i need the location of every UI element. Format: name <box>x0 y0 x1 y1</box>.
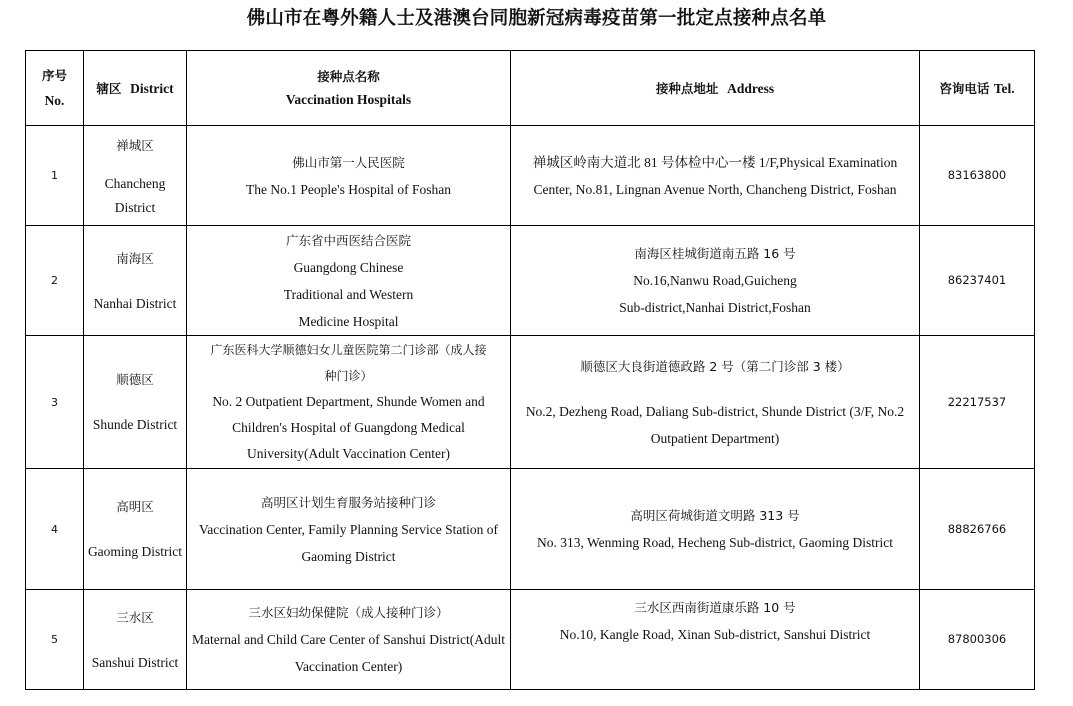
district-en: Shunde District <box>92 417 178 432</box>
address-line: Sub-district,Nanhai District,Foshan <box>619 300 811 315</box>
row-address <box>511 336 920 469</box>
address-line: No. 313, Wenming Road, Hecheng Sub-district, Gaoming District <box>537 535 893 550</box>
hospital-name-cn: 广东省中西医结合医院 <box>285 232 411 248</box>
row-district <box>84 590 187 690</box>
hospital-name-en: Vaccination Center) <box>294 659 403 674</box>
header-tel <box>920 51 1035 126</box>
row-district <box>84 226 187 336</box>
header-district <box>84 51 187 126</box>
table-row <box>26 226 1035 336</box>
hospital-name-en: The No.1 People's Hospital of Foshan <box>246 181 451 197</box>
header-no <box>26 51 84 126</box>
address-line: 南海区桂城街道南五路 16 号 <box>634 246 796 261</box>
hospital-name-en: Gaoming District <box>301 548 396 564</box>
hospital-name-en: Guangdong Chinese <box>293 259 404 275</box>
district-cn: 南海区 <box>116 250 154 266</box>
row-hospital <box>187 226 511 336</box>
row-district <box>84 336 187 469</box>
row-hospital <box>187 336 511 469</box>
hospital-name-cn: 三水区妇幼保健院（成人接种门诊） <box>248 605 449 620</box>
row-tel: 88826766 <box>920 469 1035 590</box>
row-no: 1 <box>26 126 84 226</box>
hospital-name-en: Vaccination Center, Family Planning Service Station of <box>198 521 499 537</box>
address-line: 高明区荷城街道文明路 313 号 <box>630 508 800 523</box>
row-tel: 83163800 <box>920 126 1035 226</box>
hospital-name-en: Children's Hospital of Guangdong Medical <box>232 420 465 435</box>
district-cn: 禅城区 <box>116 137 154 153</box>
hospital-name-cn: 佛山市第一人民医院 <box>292 154 405 170</box>
header-hospital-en: Vaccination Hospitals <box>285 92 412 107</box>
row-hospital <box>187 469 511 590</box>
hospital-name-en: Traditional and Western <box>283 286 414 302</box>
row-hospital <box>187 126 511 226</box>
header-no-cn: 序号 <box>41 68 67 83</box>
row-no: 2 <box>26 226 84 336</box>
address-line: No.10, Kangle Road, Xinan Sub-district, Sanshui District <box>559 627 871 642</box>
row-tel: 87800306 <box>920 590 1035 690</box>
row-address <box>511 590 920 690</box>
hospital-name-en: Medicine Hospital <box>298 313 399 329</box>
row-address <box>511 226 920 336</box>
table-row <box>26 469 1035 590</box>
header-hospital <box>187 51 511 126</box>
address-line: 禅城区岭南大道北 81 号体检中心一楼 1/F,Physical Examination <box>532 154 898 170</box>
row-district <box>84 469 187 590</box>
table-row <box>26 590 1035 690</box>
district-cn: 高明区 <box>116 499 154 514</box>
vaccination-sites-table <box>25 50 1035 690</box>
district-en: Gaoming District <box>87 544 183 559</box>
row-hospital <box>187 590 511 690</box>
address-line: Outpatient Department) <box>650 430 780 446</box>
address-line: 三水区西南街道康乐路 10 号 <box>634 600 796 615</box>
district-en: District <box>114 199 156 215</box>
address-line: No.2, Dezheng Road, Daliang Sub-district, Shunde District (3/F, No.2 <box>525 403 905 419</box>
header-address-en: Address <box>727 81 775 96</box>
header-district-en: District <box>130 81 174 96</box>
address-line: 顺德区大良街道德政路 2 号（第二门诊部 3 楼） <box>580 358 850 374</box>
hospital-name-cn: 种门诊） <box>324 369 373 383</box>
district-en: Sanshui District <box>91 654 179 670</box>
district-cn: 三水区 <box>116 609 154 625</box>
hospital-name-cn: 广东医科大学顺德妇女儿童医院第二门诊部（成人接 <box>210 343 487 357</box>
header-district-cn: 辖区 <box>96 81 122 96</box>
header-hospital-cn: 接种点名称 <box>317 69 380 84</box>
header-address-cn: 接种点地址 <box>655 81 719 96</box>
row-tel: 86237401 <box>920 226 1035 336</box>
document-title: 佛山市在粤外籍人士及港澳台同胞新冠病毒疫苗第一批定点接种点名单 <box>246 8 827 29</box>
hospital-name-en: No. 2 Outpatient Department, Shunde Women and <box>212 394 485 409</box>
hospital-name-en: University(Adult Vaccination Center) <box>247 446 450 461</box>
row-address <box>511 469 920 590</box>
hospital-name-en: Maternal and Child Care Center of Sanshui District(Adult <box>191 632 506 647</box>
row-no: 3 <box>26 336 84 469</box>
row-no: 5 <box>26 590 84 690</box>
header-address <box>511 51 920 126</box>
row-tel: 22217537 <box>920 336 1035 469</box>
district-en: Chancheng <box>104 175 166 191</box>
table-row <box>26 336 1035 469</box>
address-line: Center, No.81, Lingnan Avenue North, Chancheng District, Foshan <box>533 181 897 197</box>
row-address <box>511 126 920 226</box>
hospital-name-cn: 高明区计划生育服务站接种门诊 <box>260 494 436 510</box>
district-cn: 顺德区 <box>116 372 154 387</box>
header-tel-en: Tel. <box>993 81 1015 96</box>
header-tel-cn: 咨询电话 <box>939 81 990 96</box>
row-no: 4 <box>26 469 84 590</box>
header-no-en: No. <box>44 93 65 108</box>
table-row <box>26 126 1035 226</box>
table-header-row <box>26 51 1035 126</box>
address-line: No.16,Nanwu Road,Guicheng <box>633 273 797 288</box>
district-en: Nanhai District <box>93 295 177 311</box>
row-district <box>84 126 187 226</box>
